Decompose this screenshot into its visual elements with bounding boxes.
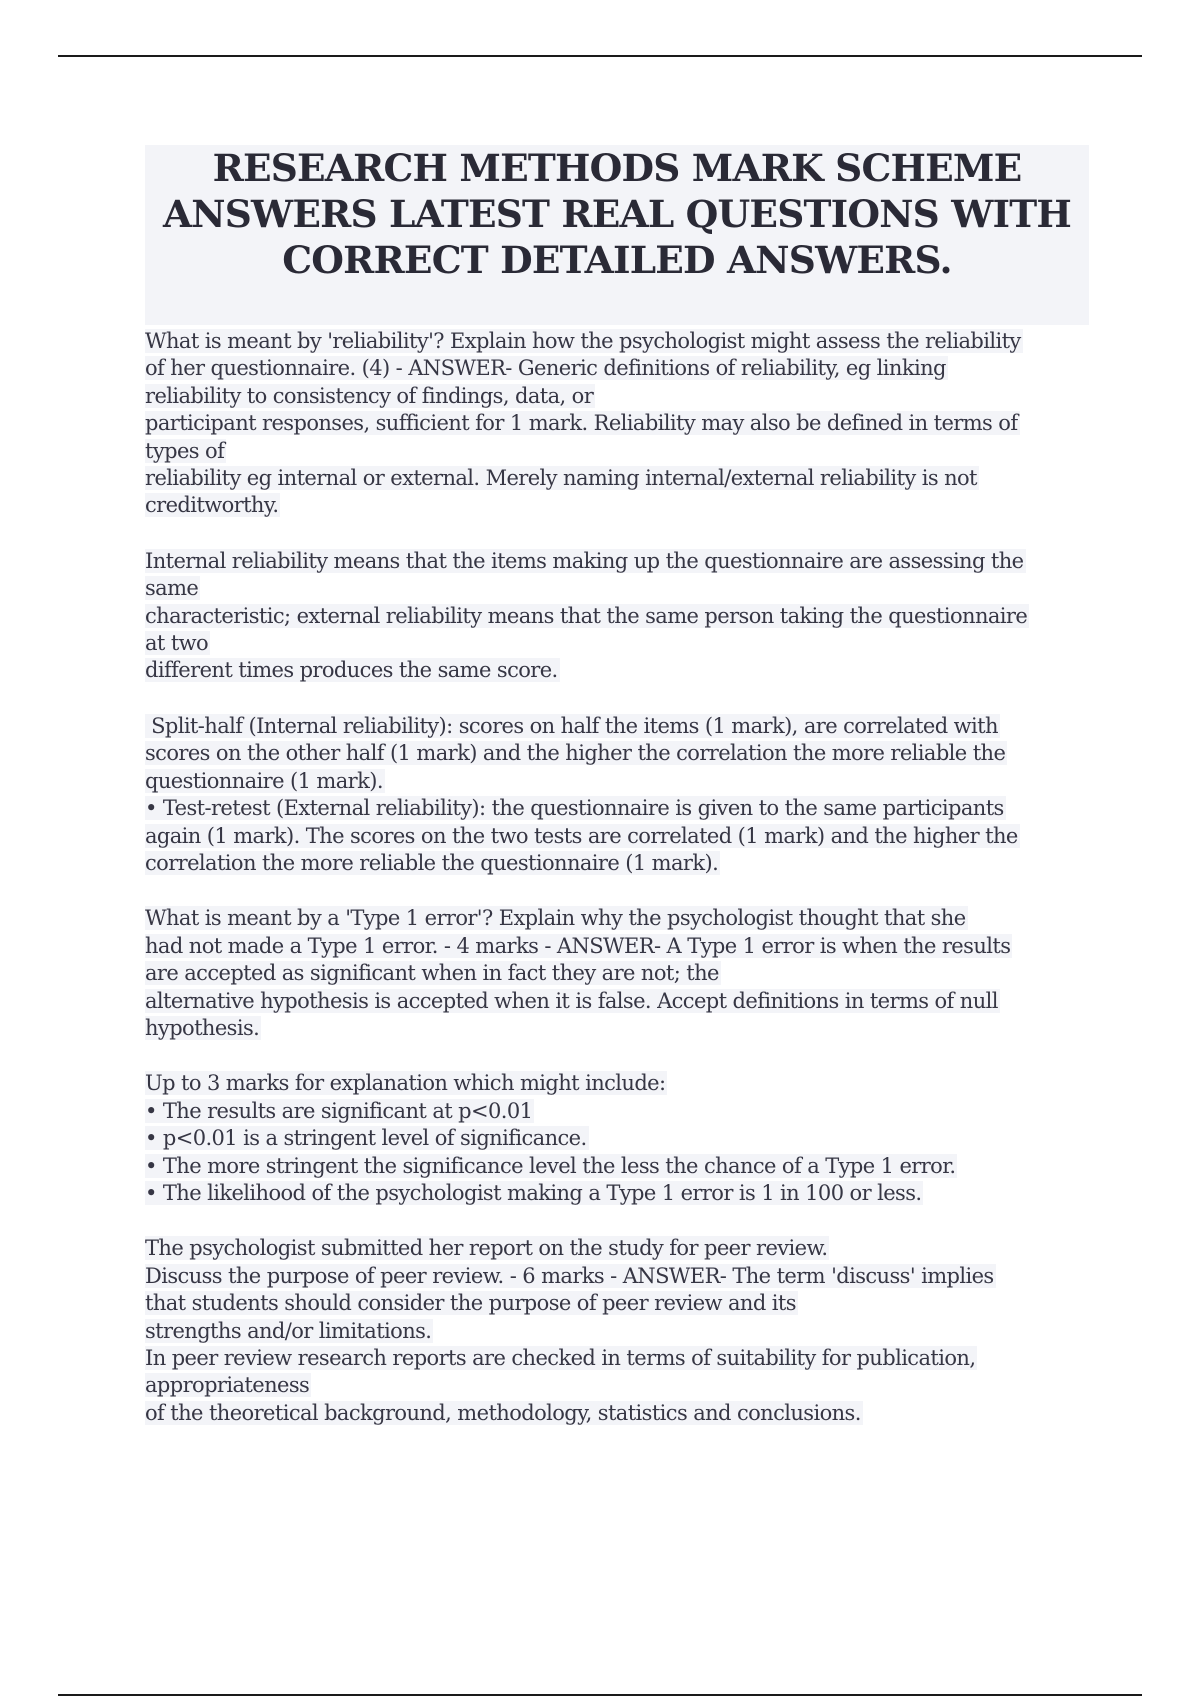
text-line: • The more stringent the significance level the less the chance of a Type 1 error. [145,1153,956,1178]
text-line: correlation the more reliable the questionnaire (1 mark). [145,850,719,875]
text-line: strengths and/or limitations. [145,1318,432,1343]
text-line: What is meant by a 'Type 1 error'? Explain why the psychologist thought that she [145,906,966,931]
text-line: reliability to consistency of findings, data, or [145,383,594,408]
text-line: same [145,576,199,601]
document-body [145,328,1089,1455]
text-line: characteristic; external reliability means that the same person taking the questionnaire [145,603,1028,628]
bottom-rule [58,1694,1142,1696]
text-line: hypothesis. [145,1015,260,1040]
paragraph-type1-marks [145,1070,1089,1207]
text-line: questionnaire (1 mark). [145,768,383,793]
text-line: appropriateness [145,1373,310,1398]
text-line: scores on the other half (1 mark) and the higher the correlation the more reliable the [145,741,1006,766]
text-line: • The results are significant at p<0.01 [145,1098,533,1123]
text-line: Split-half (Internal reliability): scores on half the items (1 mark), are correlated with [145,713,998,738]
text-line: of the theoretical background, methodology, statistics and conclusions. [145,1400,861,1425]
text-line: are accepted as significant when in fact they are not; the [145,961,719,986]
text-line: of her questionnaire. (4) - ANSWER- Generic definitions of reliability, eg linking [145,356,946,381]
text-line: participant responses, sufficient for 1 mark. Reliability may also be defined in terms of [145,411,1018,436]
text-line: had not made a Type 1 error. - 4 marks - ANSWER- A Type 1 error is when the results [145,933,1011,958]
paragraph-type1-question [145,905,1089,1042]
text-line: types of [145,438,225,463]
text-line: Internal reliability means that the items making up the questionnaire are assessing the [145,548,1024,573]
text-line: • p<0.01 is a stringent level of significance. [145,1126,587,1151]
text-line: Up to 3 marks for explanation which might include: [145,1071,666,1096]
paragraph-peer-review [145,1235,1089,1427]
paragraph-split-half [145,713,1089,877]
title-line: ANSWERS LATEST REAL QUESTIONS WITH [162,192,1071,236]
text-line: different times produces the same score. [145,658,558,683]
text-line: • The likelihood of the psychologist making a Type 1 error is 1 in 100 or less. [145,1180,922,1205]
text-line: creditworthy. [145,493,279,518]
text-line: that students should consider the purpose of peer review and its [145,1291,796,1316]
text-line: The psychologist submitted her report on the study for peer review. [145,1236,828,1261]
text-line: What is meant by 'reliability'? Explain how the psychologist might assess the reliability [145,329,1021,353]
paragraph-reliability-question [145,328,1089,520]
text-line: • Test-retest (External reliability): the questionnaire is given to the same participants [145,796,1004,821]
top-rule [58,55,1142,57]
text-line: reliability eg internal or external. Merely naming internal/external reliability is not [145,466,977,491]
text-line: at two [145,631,209,656]
text-line: alternative hypothesis is accepted when it is false. Accept definitions in terms of null [145,988,998,1013]
title-block [145,145,1089,325]
document-title [145,145,1089,283]
text-line: again (1 mark). The scores on the two tests are correlated (1 mark) and the higher the [145,823,1018,848]
text-line: In peer review research reports are checked in terms of suitability for publication, [145,1346,976,1370]
title-line: CORRECT DETAILED ANSWERS. [282,238,952,282]
text-line: Discuss the purpose of peer review. - 6 marks - ANSWER- The term 'discuss' implies [145,1263,994,1288]
title-line: RESEARCH METHODS MARK SCHEME [212,146,1022,190]
paragraph-internal-external [145,548,1089,685]
